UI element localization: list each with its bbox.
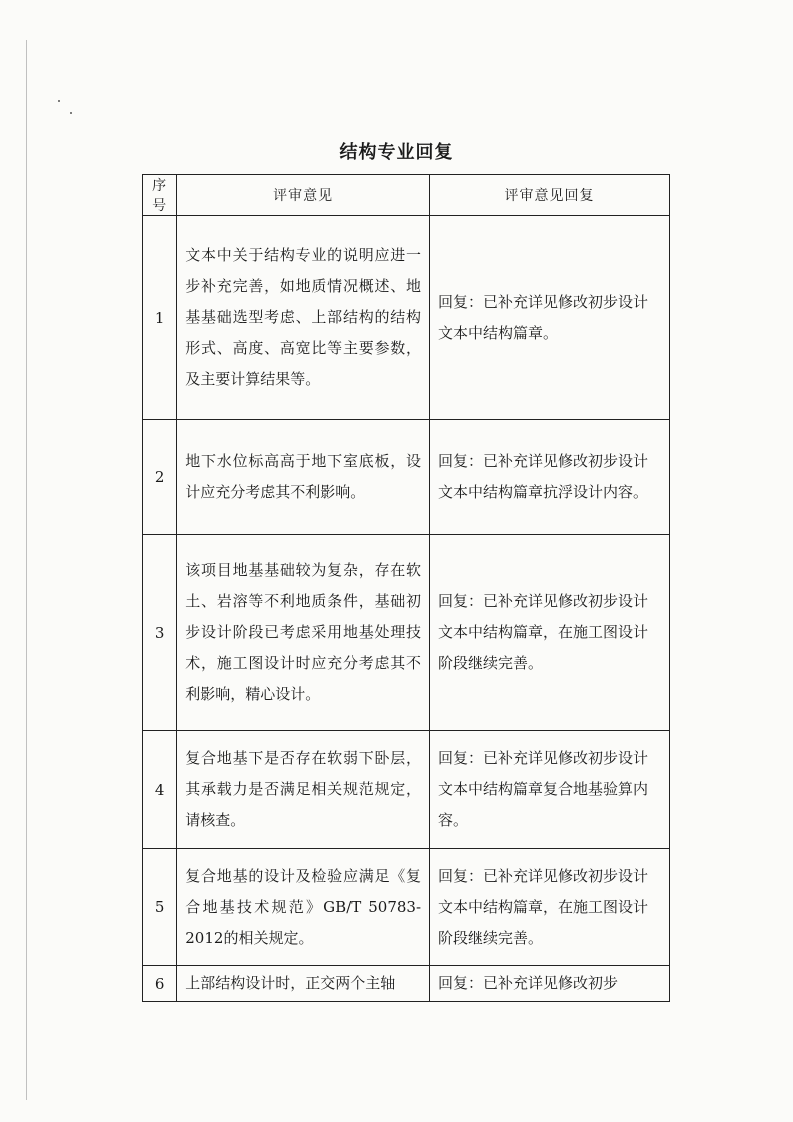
row-number: 2: [143, 420, 177, 535]
review-reply-text: 回复：已补充详见修改初步设计文本中结构篇章，在施工图设计阶段继续完善。: [438, 592, 649, 672]
header-opinion: 评审意见: [177, 175, 430, 216]
review-reply: [430, 849, 670, 966]
scan-edge-line: [26, 40, 27, 1100]
table-row: [143, 849, 670, 966]
review-opinion-text: 地下水位标高高于地下室底板，设计应充分考虑其不利影响。: [185, 452, 422, 501]
review-reply: [430, 216, 670, 420]
table-row: [143, 966, 670, 1002]
review-reply-text: 回复：已补充详见修改初步设计文本中结构篇章复合地基验算内容。: [438, 749, 649, 829]
table-header-row: [143, 175, 670, 216]
scan-speck: [70, 112, 72, 114]
review-reply-text: 回复：已补充详见修改初步设计文本中结构篇章抗浮设计内容。: [438, 452, 649, 501]
review-reply-text: 回复：已补充详见修改初步设计文本中结构篇章。: [438, 292, 649, 342]
table-row: [143, 216, 670, 420]
table-row: [143, 420, 670, 535]
review-reply-text: 回复：已补充详见修改初步设计文本中结构篇章，在施工图设计阶段继续完善。: [438, 866, 649, 947]
scan-speck: [58, 100, 60, 102]
review-opinion: [177, 966, 430, 1002]
row-number: 6: [143, 966, 177, 1002]
review-reply: [430, 731, 670, 849]
header-no: 序号: [143, 175, 177, 216]
review-opinion-text: 上部结构设计时，正交两个主轴: [185, 974, 396, 992]
review-opinion: [177, 535, 430, 731]
table-row: [143, 535, 670, 731]
row-number: 1: [143, 216, 177, 420]
review-opinion-text: 文本中关于结构专业的说明应进一步补充完善，如地质情况概述、地基基础选型考虑、上部结构的结构形式、高度、高宽比等主要参数，及主要计算结果等。: [185, 246, 422, 388]
review-table: [142, 174, 670, 1002]
header-reply: 评审意见回复: [430, 175, 670, 216]
review-reply: [430, 535, 670, 731]
review-opinion: [177, 216, 430, 420]
review-opinion: [177, 731, 430, 849]
review-reply-text: 回复：已补充详见修改初步: [438, 974, 619, 992]
review-opinion-text: 复合地基的设计及检验应满足《复合地基技术规范》GB/T 50783-2012的相关规定。: [185, 866, 422, 947]
table-row: [143, 731, 670, 849]
page-title: 结构专业回复: [339, 142, 454, 163]
review-reply: [430, 420, 670, 535]
review-opinion: [177, 849, 430, 966]
row-number: 5: [143, 849, 177, 966]
review-reply: [430, 966, 670, 1002]
row-number: 4: [143, 731, 177, 849]
row-number: 3: [143, 535, 177, 731]
review-opinion-text: 复合地基下是否存在软弱下卧层，其承载力是否满足相关规范规定，请核查。: [185, 749, 422, 829]
review-opinion-text: 该项目地基基础较为复杂，存在软土、岩溶等不利地质条件，基础初步设计阶段已考虑采用地基处理技术，施工图设计时应充分考虑其不利影响，精心设计。: [185, 561, 422, 703]
review-opinion: [177, 420, 430, 535]
